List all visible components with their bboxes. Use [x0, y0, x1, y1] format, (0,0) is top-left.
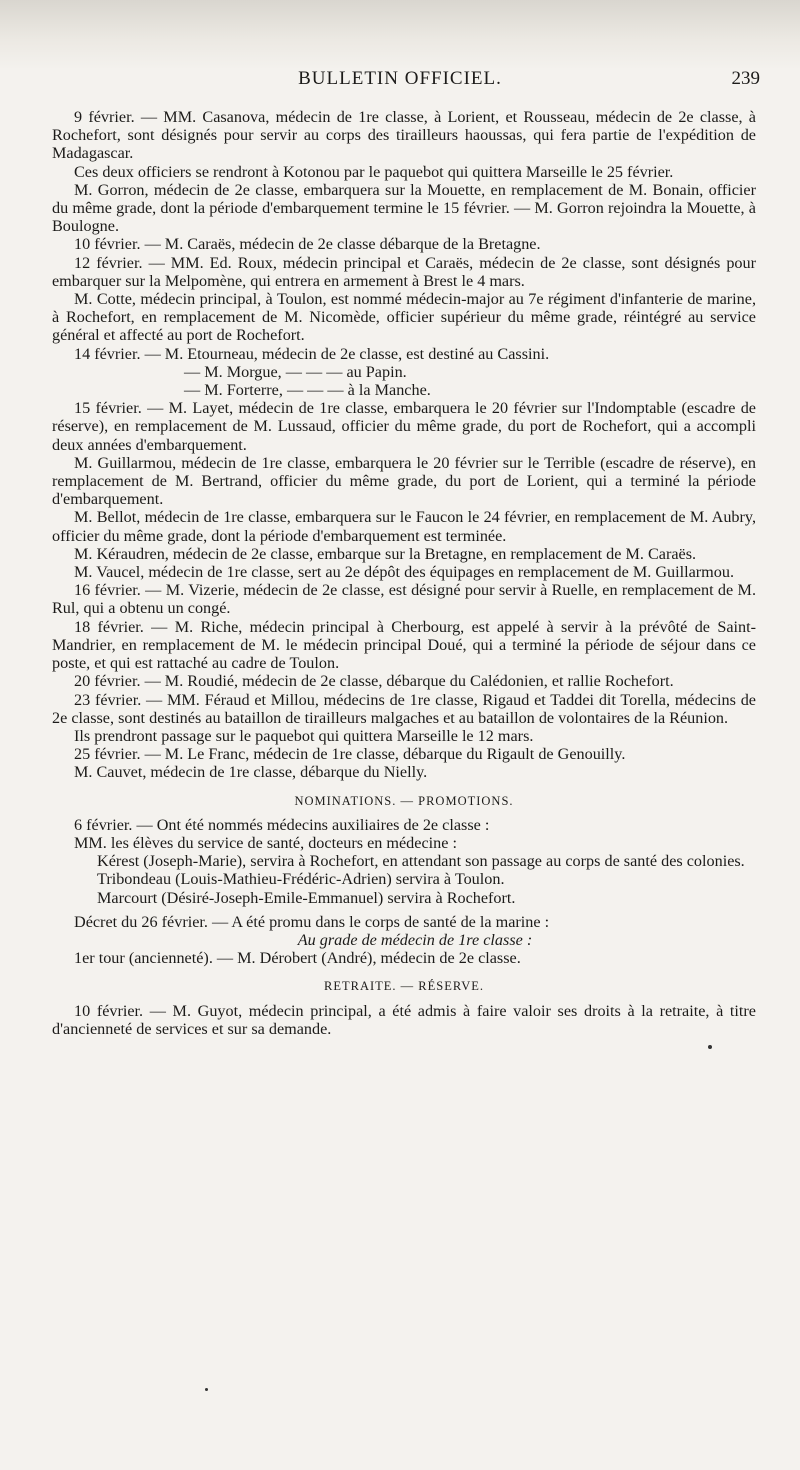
body-text: [52, 108, 756, 1038]
paragraph: M. Cauvet, médecin de 1re classe, débarque du Nielly.: [74, 763, 428, 782]
paragraph: M. Kéraudren, médecin de 2e classe, embarque sur la Bretagne, en remplacement de M. Caraës.: [74, 544, 697, 563]
paragraph: 23 février. — MM. Féraud et Millou, médecins de 1re classe, Rigaud et Taddei dit Torella, médecins de 2e classe, sont destinés au bataillon de tirailleurs malgaches et au bataillon de volontaires de la Réunion.: [52, 690, 756, 727]
paragraph: 9 février. — MM. Casanova, médecin de 1re classe, à Lorient, et Rousseau, médecin de 2e classe, à Rochefort, sont désignés pour servir au corps des tirailleurs haoussas, qui fera partie de l'expédition de Madagascar.: [52, 108, 756, 163]
promotion-line: 1er tour (ancienneté). — M. Dérobert (André), médecin de 2e classe.: [74, 949, 521, 968]
paragraph: 25 février. — M. Le Franc, médecin de 1re classe, débarque du Rigault de Genouilly.: [74, 745, 626, 764]
paragraph: 16 février. — M. Vizerie, médecin de 2e classe, est désigné pour servir à Ruelle, en remplacement de M. Rul, qui a obtenu un congé.: [52, 581, 756, 618]
paragraph: 12 février. — MM. Ed. Roux, médecin principal et Caraës, médecin de 2e classe, sont désignés pour embarquer sur la Melpomène, qui entrera en armement à Brest le 4 mars.: [52, 253, 756, 290]
paragraph: 10 février. — M. Guyot, médecin principal, a été admis à faire valoir ses droits à la retraite, à titre d'ancienneté de services et sur sa demande.: [52, 1001, 756, 1038]
paragraph: M. Bellot, médecin de 1re classe, embarquera sur le Faucon le 24 février, en remplacement de M. Aubry, officier du même grade, dont la période d'embarquement est terminée.: [52, 508, 756, 545]
feb14-line: — M. Forterre, — — — à la Manche.: [184, 381, 431, 400]
grade-heading: Au grade de médecin de 1re classe :: [297, 930, 533, 949]
decree-line: Décret du 26 février. — A été promu dans le corps de santé de la marine :: [74, 912, 550, 931]
paragraph: M. Vaucel, médecin de 1re classe, sert au 2e dépôt des équipages en remplacement de M. Guillarmou.: [74, 563, 735, 582]
feb14-line: — M. Morgue, — — — au Papin.: [184, 362, 407, 381]
section-heading-retraite: RETRAITE. — RÉSERVE.: [324, 979, 484, 994]
running-title: BULLETIN OFFICIEL.: [298, 68, 502, 89]
paragraph: 15 février. — M. Layet, médecin de 1re classe, embarquera le 20 février sur l'Indomptable (escadre de réserve), en remplacement de M. Lussaud, officier du même grade, du port de Rochefort, qui a accompli deux années d'embarquement.: [52, 399, 756, 454]
nomination-item: Kérest (Joseph-Marie), servira à Rochefort, en attendant son passage au corps de santé des colonies.: [97, 852, 745, 871]
ink-speck: [205, 1388, 208, 1391]
paragraph: M. Cotte, médecin principal, à Toulon, est nommé médecin-major au 7e régiment d'infanterie de marine, à Rochefort, en remplacement de M. Nicomède, officier supérieur du même grade, réintégré au service général et affecté au port de Rochefort.: [52, 290, 756, 345]
paragraph: 10 février. — M. Caraës, médecin de 2e classe débarque de la Bretagne.: [74, 235, 541, 254]
paragraph: 18 février. — M. Riche, médecin principal à Cherbourg, est appelé à servir à la prévôté de Saint-Mandrier, en remplacement de M. le médecin principal Doué, qui a terminé la période de séjour dans ce poste, et qui est rattaché au cadre de Toulon.: [52, 617, 756, 673]
ink-speck: [708, 1045, 712, 1049]
paragraph: 20 février. — M. Roudié, médecin de 2e classe, débarque du Calédonien, et rallie Rochefort.: [74, 672, 674, 691]
nomination-item: Marcourt (Désiré-Joseph-Emile-Emmanuel) servira à Rochefort.: [97, 888, 516, 907]
page-header: [40, 68, 760, 100]
paragraph: 6 février. — Ont été nommés médecins auxiliaires de 2e classe :: [74, 815, 490, 834]
paragraph: MM. les élèves du service de santé, docteurs en médecine :: [74, 833, 457, 852]
nomination-item: Tribondeau (Louis-Mathieu-Frédéric-Adrien) servira à Toulon.: [97, 870, 505, 889]
feb14-line: 14 février. — M. Etourneau, médecin de 2e classe, est destiné au Cassini.: [74, 344, 550, 363]
paragraph: Ils prendront passage sur le paquebot qui quittera Marseille le 12 mars.: [74, 726, 534, 745]
page-number: 239: [731, 68, 760, 89]
paragraph: Ces deux officiers se rendront à Kotonou par le paquebot qui quittera Marseille le 25 février.: [74, 162, 674, 181]
paragraph: M. Guillarmou, médecin de 1re classe, embarquera le 20 février sur le Terrible (escadre de réserve), en remplacement de M. Bertrand, officier du même grade, du port de Lorient, qui a terminé la période d'embarquement.: [52, 453, 756, 509]
paragraph: M. Gorron, médecin de 2e classe, embarquera sur la Mouette, en remplacement de M. Bonain, officier du même grade, dont la période d'embarquement termine le 15 février. — M. Gorron rejoindra la Mouette, à Boulogne.: [52, 180, 756, 236]
section-heading-nominations: NOMINATIONS. — PROMOTIONS.: [294, 793, 514, 808]
